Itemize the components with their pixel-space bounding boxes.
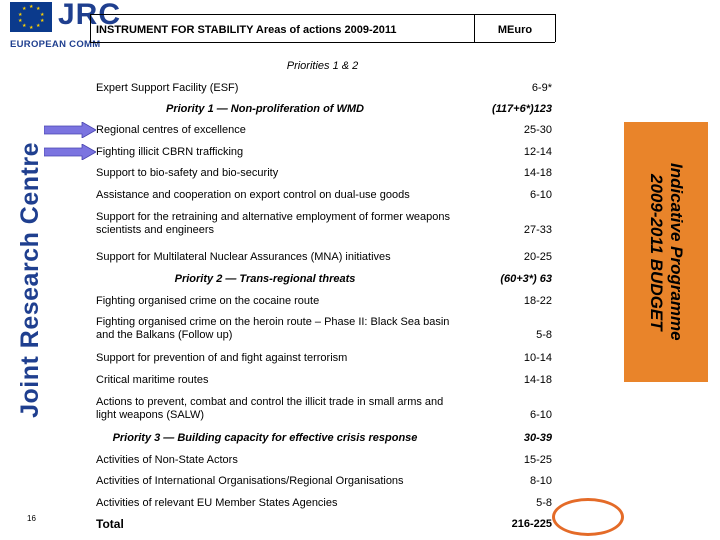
- row-name: Fighting organised crime on the cocaine route: [96, 295, 320, 307]
- row-name: Fighting organised crime on the heroin route – Phase II: Black Sea basin and the Balkans (Follow up): [96, 316, 450, 341]
- row-value: 6-9*: [531, 82, 552, 94]
- highlight-oval: [552, 498, 624, 536]
- row-name: Critical maritime routes: [96, 374, 209, 386]
- row-name: Expert Support Facility (ESF): [96, 82, 239, 94]
- row-name: Activities of Non-State Actors: [96, 454, 238, 466]
- row-name: Priority 1 — Non-proliferation of WMD: [166, 103, 364, 115]
- row-value: 216-225: [511, 518, 552, 530]
- row-value: 25-30: [523, 124, 552, 136]
- row-value: 10-14: [523, 352, 552, 364]
- budget-line-2: 2009-2011 BUDGET: [647, 173, 666, 331]
- arrow-right-icon: [44, 122, 96, 138]
- row-value: 15-25: [523, 454, 552, 466]
- row-value: (60+3*) 63: [500, 273, 552, 285]
- row-value: 20-25: [523, 251, 552, 263]
- page-number: 16: [27, 514, 36, 523]
- row-value: 5-8: [536, 329, 552, 341]
- row-value: 12-14: [523, 146, 552, 158]
- row-value: (117+6*)123: [491, 103, 552, 115]
- row-name: Assistance and cooperation on export control on dual-use goods: [96, 189, 410, 201]
- row-name: Priority 2 — Trans-regional threats: [174, 273, 356, 285]
- row-name: Actions to prevent, combat and control the illicit trade in small arms and light weapons (SALW): [96, 396, 444, 421]
- budget-label: [646, 163, 686, 341]
- row-value: 27-33: [523, 224, 552, 236]
- arrow-right-icon: [44, 144, 96, 160]
- budget-box: [624, 122, 708, 382]
- side-title: Joint Research Centre: [15, 142, 44, 418]
- row-value: 30-39: [523, 432, 552, 444]
- table-title: INSTRUMENT FOR STABILITY Areas of actions 2009-2011: [96, 24, 397, 36]
- unit-label: MEuro: [497, 24, 533, 36]
- eu-flag-icon: ★ ★ ★ ★ ★ ★ ★ ★ ★ ★: [10, 2, 52, 32]
- row-value: 14-18: [523, 167, 552, 179]
- priorities-heading: Priorities 1 & 2: [286, 60, 359, 72]
- row-name: Support for the retraining and alternative employment of former weapons scientists and engineers: [96, 211, 451, 236]
- row-value: 6-10: [529, 409, 552, 421]
- row-value: 8-10: [529, 475, 552, 487]
- row-name: Support for prevention of and fight against terrorism: [96, 352, 348, 364]
- row-value: 18-22: [523, 295, 552, 307]
- row-name: Fighting illicit CBRN trafficking: [96, 146, 244, 158]
- row-name: Activities of relevant EU Member States Agencies: [96, 497, 338, 509]
- row-name: Support for Multilateral Nuclear Assurances (MNA) initiatives: [96, 251, 391, 263]
- row-value: 14-18: [523, 374, 552, 386]
- budget-line-1: Indicative Programme: [667, 163, 686, 341]
- org-name: EUROPEAN COMM: [10, 39, 101, 50]
- row-name: Total: [96, 517, 124, 531]
- row-value: 5-8: [536, 497, 552, 509]
- jrc-abbrev: JRC: [58, 0, 122, 31]
- row-name: Priority 3 — Building capacity for effective crisis response: [112, 432, 418, 444]
- row-value: 6-10: [529, 189, 552, 201]
- row-name: Support to bio-safety and bio-security: [96, 167, 279, 179]
- jrc-logo: [8, 0, 122, 52]
- row-name: Activities of International Organisations/Regional Organisations: [96, 475, 404, 487]
- row-name: Regional centres of excellence: [96, 124, 246, 136]
